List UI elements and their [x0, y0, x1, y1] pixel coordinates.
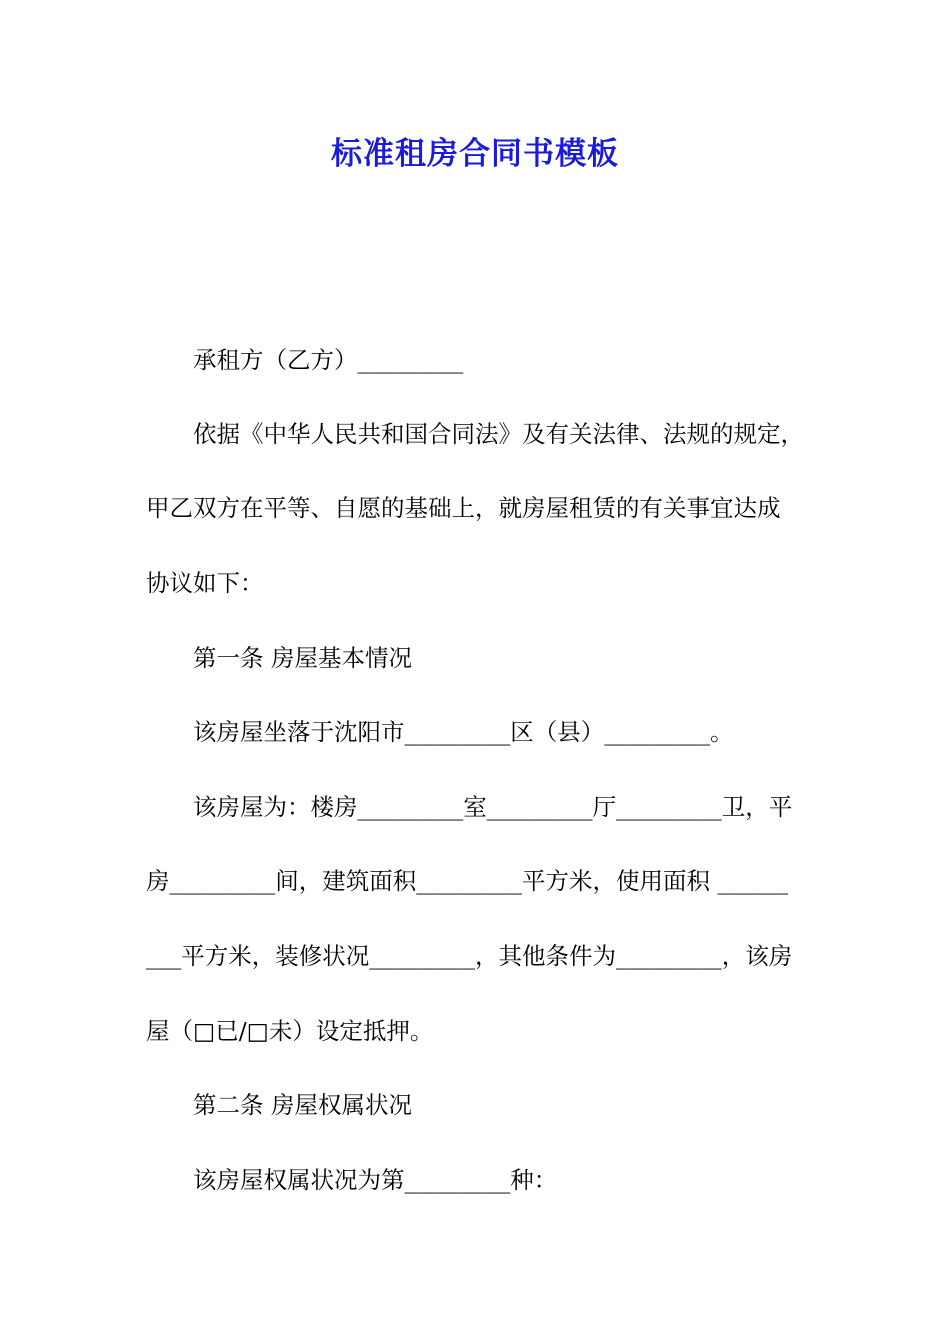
- preamble-line-2: 甲乙双方在平等、自愿的基础上，就房屋租赁的有关事宜达成: [146, 494, 781, 522]
- property-layout-line-4: 屋（□已/□未）设定抵押。: [146, 1017, 434, 1045]
- property-layout-line-1: 该房屋为：楼房_________室_________厅_________卫，平: [193, 793, 793, 821]
- lessee-line: 承租方（乙方）_________: [193, 346, 464, 374]
- property-layout-line-3: ___平方米，装修状况_________，其他条件为_________，该房: [146, 942, 793, 970]
- preamble-line-3: 协议如下：: [146, 569, 264, 597]
- preamble-line-1: 依据《中华人民共和国合同法》及有关法律、法规的规定，: [193, 420, 804, 448]
- document-title: 标准租房合同书模板: [331, 136, 619, 172]
- ownership-status-line: 该房屋权属状况为第_________种：: [193, 1166, 558, 1194]
- property-location-line: 该房屋坐落于沈阳市_________区（县）_________。: [193, 718, 734, 746]
- article-2-heading: 第二条 房屋权属状况: [193, 1091, 412, 1119]
- property-layout-line-2: 房_________间，建筑面积_________平方米，使用面积 ______: [146, 867, 788, 895]
- article-1-heading: 第一条 房屋基本情况: [193, 644, 412, 672]
